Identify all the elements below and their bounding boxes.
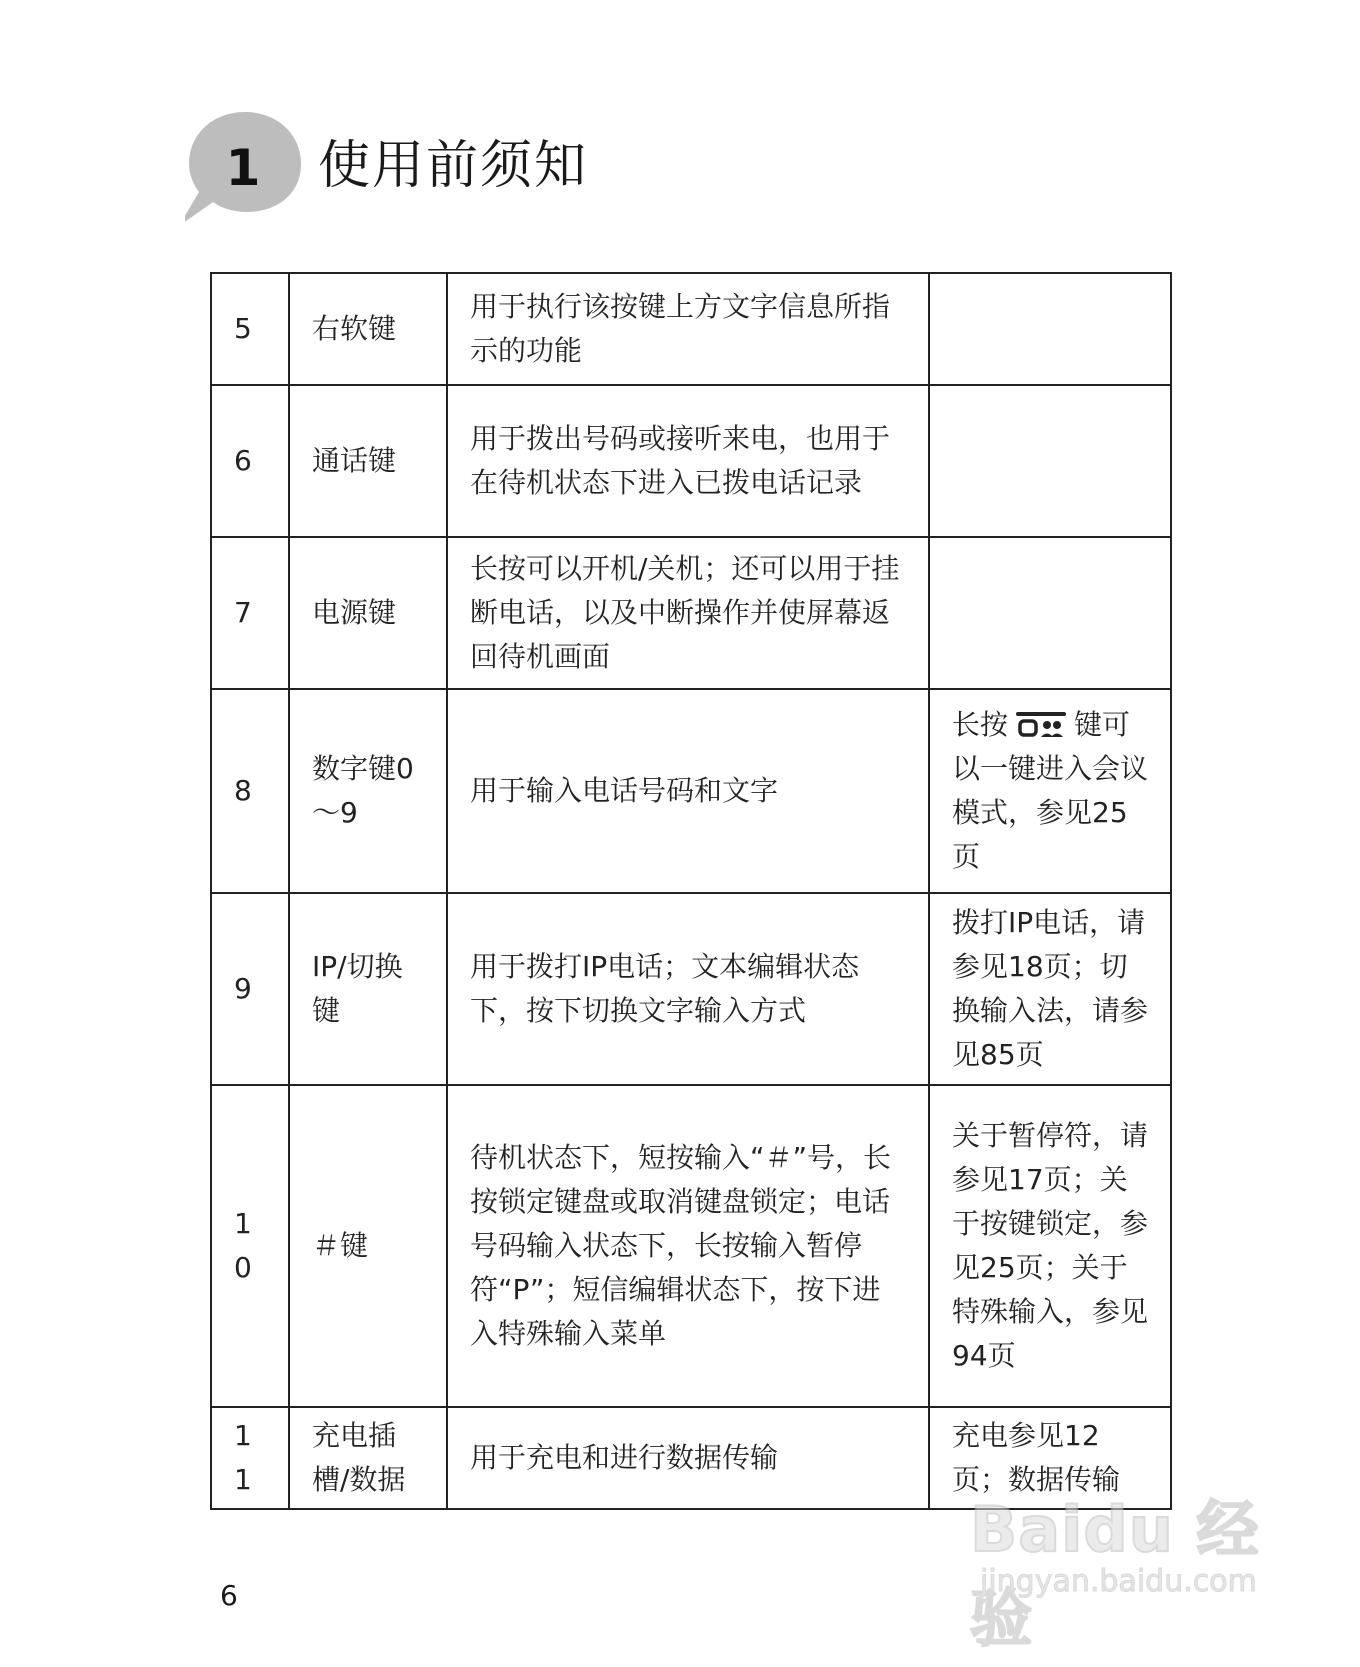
watermark-brand: Baidu 经验: [970, 1493, 1260, 1655]
watermark-url: jingyan.baidu.com: [980, 1564, 1257, 1599]
key-description: 待机状态下，短按输入“＃”号，长按锁定键盘或取消键盘锁定；电话号码输入状态下，长按输入暂停符“P”；短信编辑状态下，按下进入特殊输入菜单: [447, 1085, 929, 1407]
key-name: IP/切换键: [289, 893, 447, 1085]
page-number: 6: [220, 1579, 238, 1612]
key-name: 右软键: [289, 273, 447, 385]
key-function-table: [210, 272, 1172, 1510]
chapter-number: 1: [225, 139, 261, 197]
conference-key-icon: [1014, 711, 1068, 741]
table-row: [211, 689, 1171, 893]
key-name: ＃键: [289, 1085, 447, 1407]
key-description: 用于执行该按键上方文字信息所指示的功能: [447, 273, 929, 385]
table-row: [211, 1085, 1171, 1407]
key-number: 11: [211, 1407, 289, 1509]
key-number: 9: [211, 893, 289, 1085]
key-name: 数字键0～9: [289, 689, 447, 893]
key-description: 用于拨打IP电话；文本编辑状态下，按下切换文字输入方式: [447, 893, 929, 1085]
key-name: 电源键: [289, 537, 447, 689]
key-note: [929, 385, 1171, 537]
key-note-prefix: 长按: [952, 708, 1009, 741]
key-description: 用于充电和进行数据传输: [447, 1407, 929, 1509]
key-number: 8: [211, 689, 289, 893]
key-note: [929, 537, 1171, 689]
table-row: [211, 893, 1171, 1085]
chapter-badge: [185, 108, 303, 226]
table-row: [211, 537, 1171, 689]
key-description: 用于拨出号码或接听来电，也用于在待机状态下进入已拨电话记录: [447, 385, 929, 537]
key-description: 用于输入电话号码和文字: [447, 689, 929, 893]
key-number: 5: [211, 273, 289, 385]
key-number: 10: [211, 1085, 289, 1407]
key-note-text: 键可以一键进入会议模式，参见25页: [952, 708, 1149, 873]
key-number: 6: [211, 385, 289, 537]
key-name: 充电插槽/数据: [289, 1407, 447, 1509]
baidu-jingyan-watermark: [960, 1480, 1280, 1655]
key-note: 关于暂停符，请参见17页；关于按键锁定，参见25页；关于特殊输入，参见94页: [929, 1085, 1171, 1407]
key-note: 拨打IP电话，请参见18页；切换输入法，请参见85页: [929, 893, 1171, 1085]
chapter-title: 使用前须知: [318, 136, 589, 196]
key-description: 长按可以开机/关机；还可以用于挂断电话，以及中断操作并使屏幕返回待机画面: [447, 537, 929, 689]
key-note: [929, 689, 1171, 893]
table-row: [211, 385, 1171, 537]
key-name: 通话键: [289, 385, 447, 537]
key-note: 充电参见12页；数据传输: [929, 1407, 1171, 1509]
key-note: [929, 273, 1171, 385]
table-row: [211, 273, 1171, 385]
key-number: 7: [211, 537, 289, 689]
